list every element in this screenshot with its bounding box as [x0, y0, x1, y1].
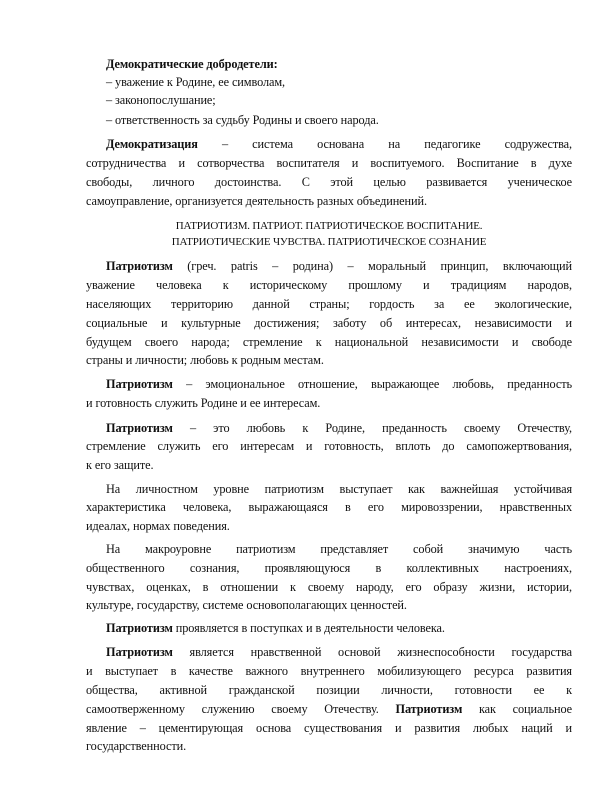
paragraph-line: уважение человека к историческому прошлому и традициям народов,: [86, 278, 572, 292]
democratization-line: Демократизация – система основана на педагогике содружества,: [106, 137, 572, 151]
paragraph-line: Патриотизм – эмоциональное отношение, выражающее любовь, преданность: [106, 377, 572, 391]
paragraph-line: и готовность служить Родине и ее интересам.: [86, 396, 321, 410]
paragraph-line: государственности.: [86, 739, 187, 753]
virtue-item: – ответственность за судьбу Родины и своего народа.: [106, 113, 379, 127]
paragraph-line: культуре, государству, системе основополагающих ценностей.: [86, 598, 407, 612]
paragraph-line: характеристика человека, выражающаяся в его мировоззрении, нравственных: [86, 500, 572, 514]
democratization-line: самоуправление, организуется деятельность разных объединений.: [86, 194, 427, 208]
paragraph-line: страны и личности; любовь к родным местам.: [86, 353, 324, 367]
paragraph-line: социальные и культурные достижения; заботу об интересах, независимости и: [86, 316, 572, 330]
virtue-item: – уважение к Родине, ее символам,: [106, 75, 286, 89]
democratization-line: сотрудничества и сотворчества воспитателя и воспитуемого. Воспитание в духе: [86, 156, 572, 170]
democratization-line: свободы, личного достоинства. С этой целью развивается ученическое: [86, 175, 572, 189]
paragraph-line: стремление служить его интересам и готовность, вплоть до самопожертвования,: [86, 439, 572, 453]
paragraph-line: чувствах, оценках, в отношении к своему народу, его образу жизни, истории,: [86, 580, 572, 594]
paragraph-line: На макроуровне патриотизм представляет собой значимую часть: [106, 542, 572, 556]
paragraph-line: идеалах, нормах поведения.: [86, 519, 230, 533]
virtues-title: Демократические добродетели:: [106, 57, 278, 71]
paragraph-line: Патриотизм проявляется в поступках и в деятельности человека.: [106, 621, 445, 635]
paragraph-line: Патриотизм – это любовь к Родине, преданность своему Отечеству,: [106, 421, 572, 435]
paragraph-line: общества, активной гражданской позиции личности, готовности ее к: [86, 683, 572, 697]
paragraph-line: к его защите.: [86, 458, 154, 472]
section-heading-line: ПАТРИОТИЧЕСКИЕ ЧУВСТВА. ПАТРИОТИЧЕСКОЕ СОЗНАНИЕ: [171, 236, 487, 248]
paragraph-line: Патриотизм (греч. patris – родина) – моральный принцип, включающий: [106, 259, 572, 273]
paragraph-line: и выступает в качестве важного внутреннего мобилизующего ресурса развития: [86, 664, 572, 678]
paragraph-line: явление – цементирующая основа существования и развития любых наций и: [86, 721, 572, 735]
paragraph-line: На личностном уровне патриотизм выступает как важнейшая устойчивая: [106, 482, 572, 496]
paragraph-line: общественного сознания, проявляющуюся в коллективных настроениях,: [86, 561, 572, 575]
paragraph-line: самоотверженному служению своему Отечеству. Патриотизм как социальное: [86, 702, 573, 716]
paragraph-line: Патриотизм является нравственной основой жизнеспособности государства: [106, 645, 573, 659]
paragraph-line: населяющих территорию данной страны; гордость за ее экологические,: [86, 297, 572, 311]
paragraph-line: будущем своего народа; стремление к национальной независимости и свободе: [86, 335, 572, 349]
virtue-item: – законопослушание;: [106, 93, 216, 107]
section-heading-line: ПАТРИОТИЗМ. ПАТРИОТ. ПАТРИОТИЧЕСКОЕ ВОСПИТАНИЕ.: [175, 220, 483, 232]
